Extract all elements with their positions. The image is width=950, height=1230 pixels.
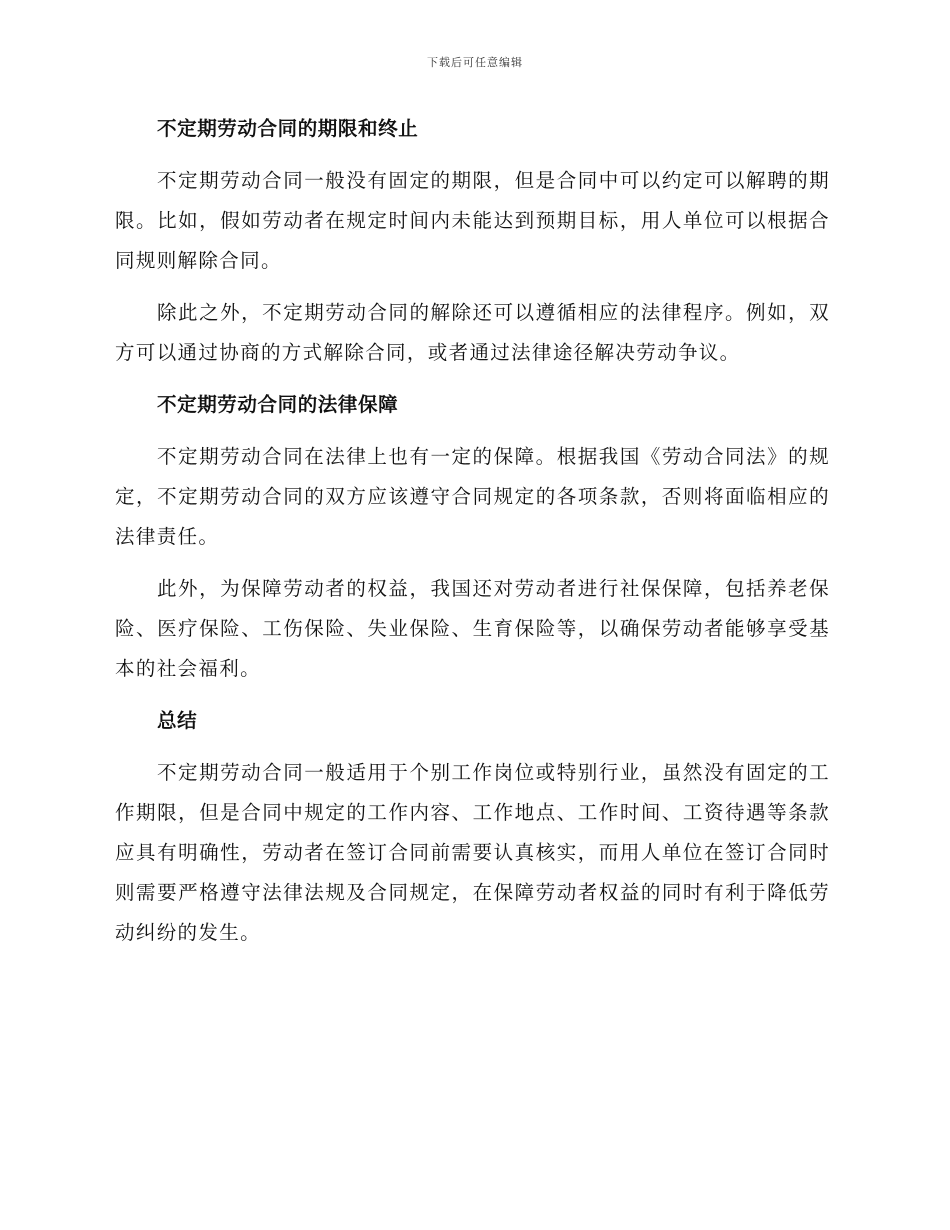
paragraph: 不定期劳动合同一般没有固定的期限，但是合同中可以约定可以解聘的期限。比如，假如劳动者在规定时间内未能达到预期目标，用人单位可以根据合同规则解除合同。	[115, 169, 830, 272]
section-heading-legal-protection: 不定期劳动合同的法律保障	[157, 393, 399, 416]
section-heading-term-termination: 不定期劳动合同的期限和终止	[157, 117, 419, 140]
paragraph: 除此之外，不定期劳动合同的解除还可以遵循相应的法律程序。例如，双方可以通过协商的方式解除合同，或者通过法律途径解决劳动争议。	[115, 301, 830, 364]
paragraph: 不定期劳动合同在法律上也有一定的保障。根据我国《劳动合同法》的规定，不定期劳动合同的双方应该遵守合同规定的各项条款，否则将面临相应的法律责任。	[115, 445, 830, 548]
paragraph: 不定期劳动合同一般适用于个别工作岗位或特别行业，虽然没有固定的工作期限，但是合同中规定的工作内容、工作地点、工作时间、工资待遇等条款应具有明确性，劳动者在签订合同前需要认真核实，而用人单位在签订合同时则需要严格遵守法律法规及合同规定，在保障劳动者权益的同时有利于降低劳动纠纷的发生。	[115, 761, 830, 944]
header-note: 下载后可任意编辑	[427, 56, 523, 69]
paragraph: 此外，为保障劳动者的权益，我国还对劳动者进行社保保障，包括养老保险、医疗保险、工伤保险、失业保险、生育保险等，以确保劳动者能够享受基本的社会福利。	[115, 577, 830, 680]
section-heading-summary: 总结	[157, 709, 198, 732]
document-body	[115, 109, 830, 965]
